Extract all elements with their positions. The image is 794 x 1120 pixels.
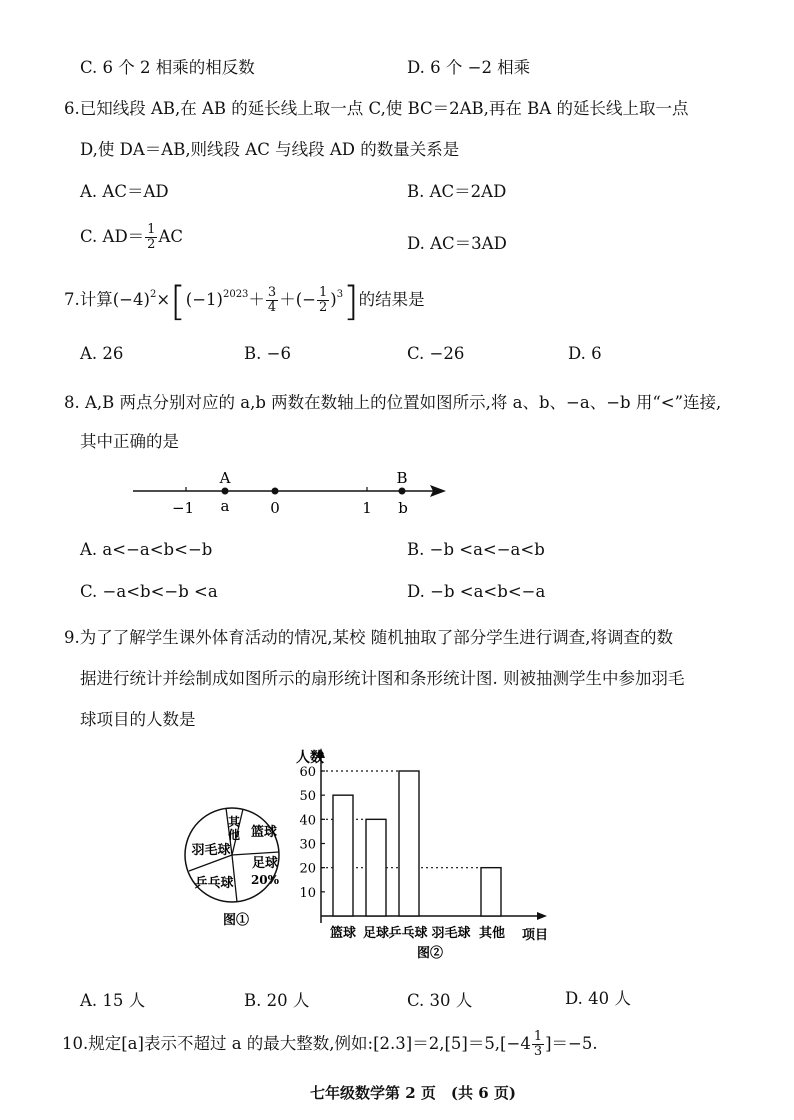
q7-close-paren: )	[330, 290, 337, 309]
x-category-label: 羽毛球	[431, 926, 471, 941]
q8-option-d: D. −b <a<b<−a	[407, 582, 546, 601]
y-tick-label: 40	[299, 813, 316, 829]
q7-times: ×	[156, 290, 171, 309]
x-axis-label: 项目	[521, 928, 549, 943]
fraction-numerator: 1	[318, 285, 328, 301]
q5-option-d: D. 6 个 −2 相乘	[407, 58, 531, 77]
y-tick-label: 10	[299, 885, 316, 901]
q7-bracket-open: [	[170, 279, 186, 325]
q9-stem-line2: 据进行统计并绘制成如图所示的扇形统计图和条形统计图. 则被抽测学生中参加羽毛	[80, 669, 685, 688]
bar	[333, 795, 353, 916]
bar-chart-caption: 图②	[416, 946, 444, 961]
q7-option-c: C. −26	[407, 344, 465, 363]
q9-option-c: C. 30 人	[407, 991, 473, 1010]
y-tick-label: 50	[299, 789, 316, 805]
q7-stem-prefix: 7.计算(−4)	[64, 290, 150, 309]
q6-option-a: A. AC＝AD	[80, 182, 169, 201]
point-a-dot	[222, 488, 229, 495]
q8-stem-line2: 其中正确的是	[80, 432, 179, 451]
tick-label-one: 1	[362, 499, 372, 517]
q8-stem-line1: 8. A,B 两点分别对应的 a,b 两数在数轴上的位置如图所示,将 a、b、−a、−b 用“<”连接,	[64, 393, 722, 412]
q10-stem-suffix: ]＝−5.	[545, 1034, 598, 1053]
pie-caption: 图①	[222, 913, 250, 928]
bar	[481, 868, 501, 916]
q9-stem-line3: 球项目的人数是	[80, 710, 196, 729]
fraction-denominator: 2	[318, 300, 328, 315]
q6-option-b: B. AC＝2AD	[407, 182, 507, 201]
bar	[366, 819, 386, 916]
q6-option-c-suffix: AC	[158, 227, 183, 246]
tick-label-minus-one: −1	[171, 499, 195, 517]
fraction-denominator: 3	[533, 1044, 543, 1059]
y-axis-label: 人数	[296, 750, 324, 766]
q7-exponent-2: 2	[149, 289, 157, 300]
pie-label-football: 足球	[251, 856, 279, 871]
pie-label-other-char2: 他	[227, 828, 241, 842]
q7-stem-suffix: 的结果是	[358, 290, 425, 309]
x-category-label: 乒乓球	[388, 926, 428, 941]
number-line-figure	[0, 0, 794, 530]
tick-label-zero: 0	[270, 499, 280, 517]
q9-option-d: D. 40 人	[565, 989, 631, 1008]
q7-exponent-3: 3	[336, 289, 344, 300]
y-tick-label: 30	[299, 837, 316, 853]
fraction-denominator: 2	[147, 237, 156, 252]
q7-term1: (−1)	[185, 290, 223, 309]
point-b-label: b	[398, 499, 408, 517]
x-category-label: 其他	[478, 926, 506, 941]
q5-option-c: C. 6 个 2 相乘的相反数	[80, 58, 255, 77]
q8-option-b: B. −b <a<−a<b	[407, 540, 545, 559]
point-a-name: A	[219, 469, 231, 487]
q7-plus2: ＋(−	[279, 290, 316, 309]
origin-dot	[272, 488, 279, 495]
pie-label-basketball: 篮球	[250, 825, 278, 840]
q6-stem-line2: D,使 DA＝AB,则线段 AC 与线段 AD 的数量关系是	[80, 140, 460, 159]
q9-stem-line1: 9.为了了解学生课外体育活动的情况,某校 随机抽取了部分学生进行调查,将调查的数	[64, 628, 673, 647]
pie-label-football-percent: 20%	[250, 873, 280, 887]
q10-fraction	[532, 1030, 544, 1058]
q9-option-a: A. 15 人	[80, 991, 146, 1010]
x-axis-arrow-icon	[537, 912, 547, 920]
fraction-numerator: 3	[267, 285, 277, 301]
x-category-label: 篮球	[329, 926, 357, 941]
q8-option-c: C. −a<b<−b <a	[80, 582, 218, 601]
point-b-dot	[399, 488, 406, 495]
pie-label-other-char1: 其	[227, 815, 241, 829]
q10-stem	[62, 1030, 598, 1059]
y-tick-label: 20	[299, 861, 316, 877]
bar-chart	[280, 740, 570, 965]
fraction-denominator: 4	[267, 300, 277, 315]
q7-bracket-close: ]	[343, 279, 359, 325]
q7-exponent-2023: 2023	[222, 289, 249, 300]
q7-option-d: D. 6	[568, 344, 602, 363]
q6-stem-line1: 6.已知线段 AB,在 AB 的延长线上取一点 C,使 BC＝2AB,再在 BA 的延长线上取一点	[64, 99, 689, 118]
pie-label-pingpong: 乒乓球	[194, 876, 234, 891]
point-b-name: B	[396, 469, 408, 487]
fraction-numerator: 1	[533, 1029, 543, 1045]
fraction-numerator: 1	[147, 222, 156, 238]
pie-label-badminton: 羽毛球	[191, 843, 231, 858]
q8-option-a: A. a<−a<b<−b	[80, 540, 213, 559]
bar	[399, 771, 419, 916]
page-footer: 七年级数学第 2 页 (共 6 页)	[310, 1084, 516, 1102]
x-category-label: 足球	[362, 926, 390, 941]
q6-option-c-prefix: C. AD＝	[80, 227, 145, 246]
q10-stem-prefix: 10.规定[a]表示不超过 a 的最大整数,例如:[2.3]＝2,[5]＝5,[−4	[62, 1034, 531, 1053]
q7-option-a: A. 26	[80, 344, 124, 363]
y-tick-label: 60	[299, 765, 316, 780]
q7-plus1: ＋	[248, 290, 265, 309]
q6-option-d: D. AC＝3AD	[407, 234, 507, 253]
pie-label-other	[228, 814, 241, 842]
q9-option-b: B. 20 人	[244, 991, 310, 1010]
q7-option-b: B. −6	[244, 344, 291, 363]
point-a-label: a	[220, 497, 230, 515]
